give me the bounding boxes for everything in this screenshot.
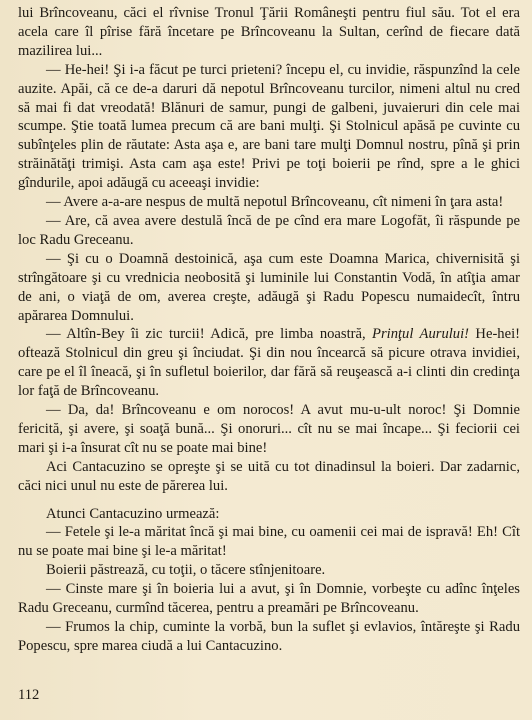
paragraph: Atunci Cantacuzino urmează: (46, 505, 220, 522)
paragraph-segment: He-hei! oftează Stolnicul din greu şi înciudat. Şi din nou încearcă să picure otrava invidiei, care pe el îl îneacă, şi în sufletul boierilor, dar fără să reuşească a-i clinti din credinţa lor faţă de Brîncoveanu. (18, 326, 520, 400)
paragraph (18, 325, 520, 401)
paragraph: — Şi cu o Doamnă destoinică, aşa cum este Doamna Marica, chivernisită şi strîngătoare şi cu vrednicia neobosită şi luminile lui Constantin Vodă, în atîţia amar de ani, o viaţă de om, averea creşte, adăugă şi Radu Popescu numaidecît, întru apărarea Domnului. (18, 250, 520, 324)
paragraph: — Cinste mare şi în boieria lui a avut, şi în Domnie, vorbeşte cu adînc înţeles Radu Greceanu, curmînd tăcerea, pentru a preamări pe Brîncoveanu. (18, 581, 520, 617)
paragraph: — Da, da! Brîncoveanu e om norocos! A avut mu-u-ult noroc! Şi Domnie fericită, şi avere, şi soaţă bună... Şi onoruri... cît nu se mai încape... Şi feciorii cei mari şi i-a însurat cît nu se poate mai bine! (18, 402, 520, 456)
paragraph: — He-hei! Şi i-a făcut pe turci prieteni? începu el, cu invidie, răspunzînd la cele auzite. Apăi, că ce de-a daruri dă nepotul Brîncoveanu turcilor, nimeni altul nu cred să mai fi dat vreodată! Blănuri de samur, pungi de galbeni, juvaieruri din cele mai scumpe. Ştie toată lumea precum că are bani mulţi. Şi Stolnicul apăsă pe cuvinte cu subînţeles plin de răutate: Asta aşa e, are bani tare mulţi Domnul nostru, pînă şi prin străinătăţi trimişi. Asta cam aşa este! Privi pe toţi boierii pe rînd, spre a le ghici gîndurile, apoi adăugă cu aceeaşi invidie: (18, 61, 520, 192)
page-text (18, 4, 520, 656)
paragraph: Boierii păstrează, cu toţii, o tăcere stînjenitoare. (46, 562, 326, 579)
paragraph: — Avere a-a-are nespus de multă nepotul Brîncoveanu, cît nimeni în ţara asta! (46, 194, 504, 211)
page-number: 112 (18, 687, 40, 703)
paragraph: Aci Cantacuzino se opreşte şi se uită cu tot dinadinsul la boieri. Dar zadarnic, căci nici unul nu este de părerea lui. (18, 458, 520, 494)
paragraph: — Fetele şi le-a măritat încă şi mai bine, cu oamenii cei mai de ispravă! Eh! Cît nu se poate mai bine şi le-a măritat! (18, 524, 520, 560)
paragraph: — Are, că avea avere destulă încă de pe cînd era mare Logofăt, îi răspunde pe loc Radu Greceanu. (18, 212, 520, 248)
paragraph: lui Brîncoveanu, căci el rîvnise Tronul Ţării Româneşti pentru fiul său. Tot el era acela care îl pîrise fără încetare pe Brîncoveanu la Sultan, cerînd de fiecare dată mazilirea lui... (18, 5, 520, 59)
paragraph: — Frumos la chip, cuminte la vorbă, bun la suflet şi evlavios, întăreşte şi Radu Popescu, spre marea ciudă a lui Cantacuzino. (18, 619, 520, 654)
italic-title: Prinţul Aurului! (372, 326, 470, 343)
paragraph-segment: — Altîn-Bey îi zic turcii! Adică, pre limba noastră, (46, 326, 373, 343)
